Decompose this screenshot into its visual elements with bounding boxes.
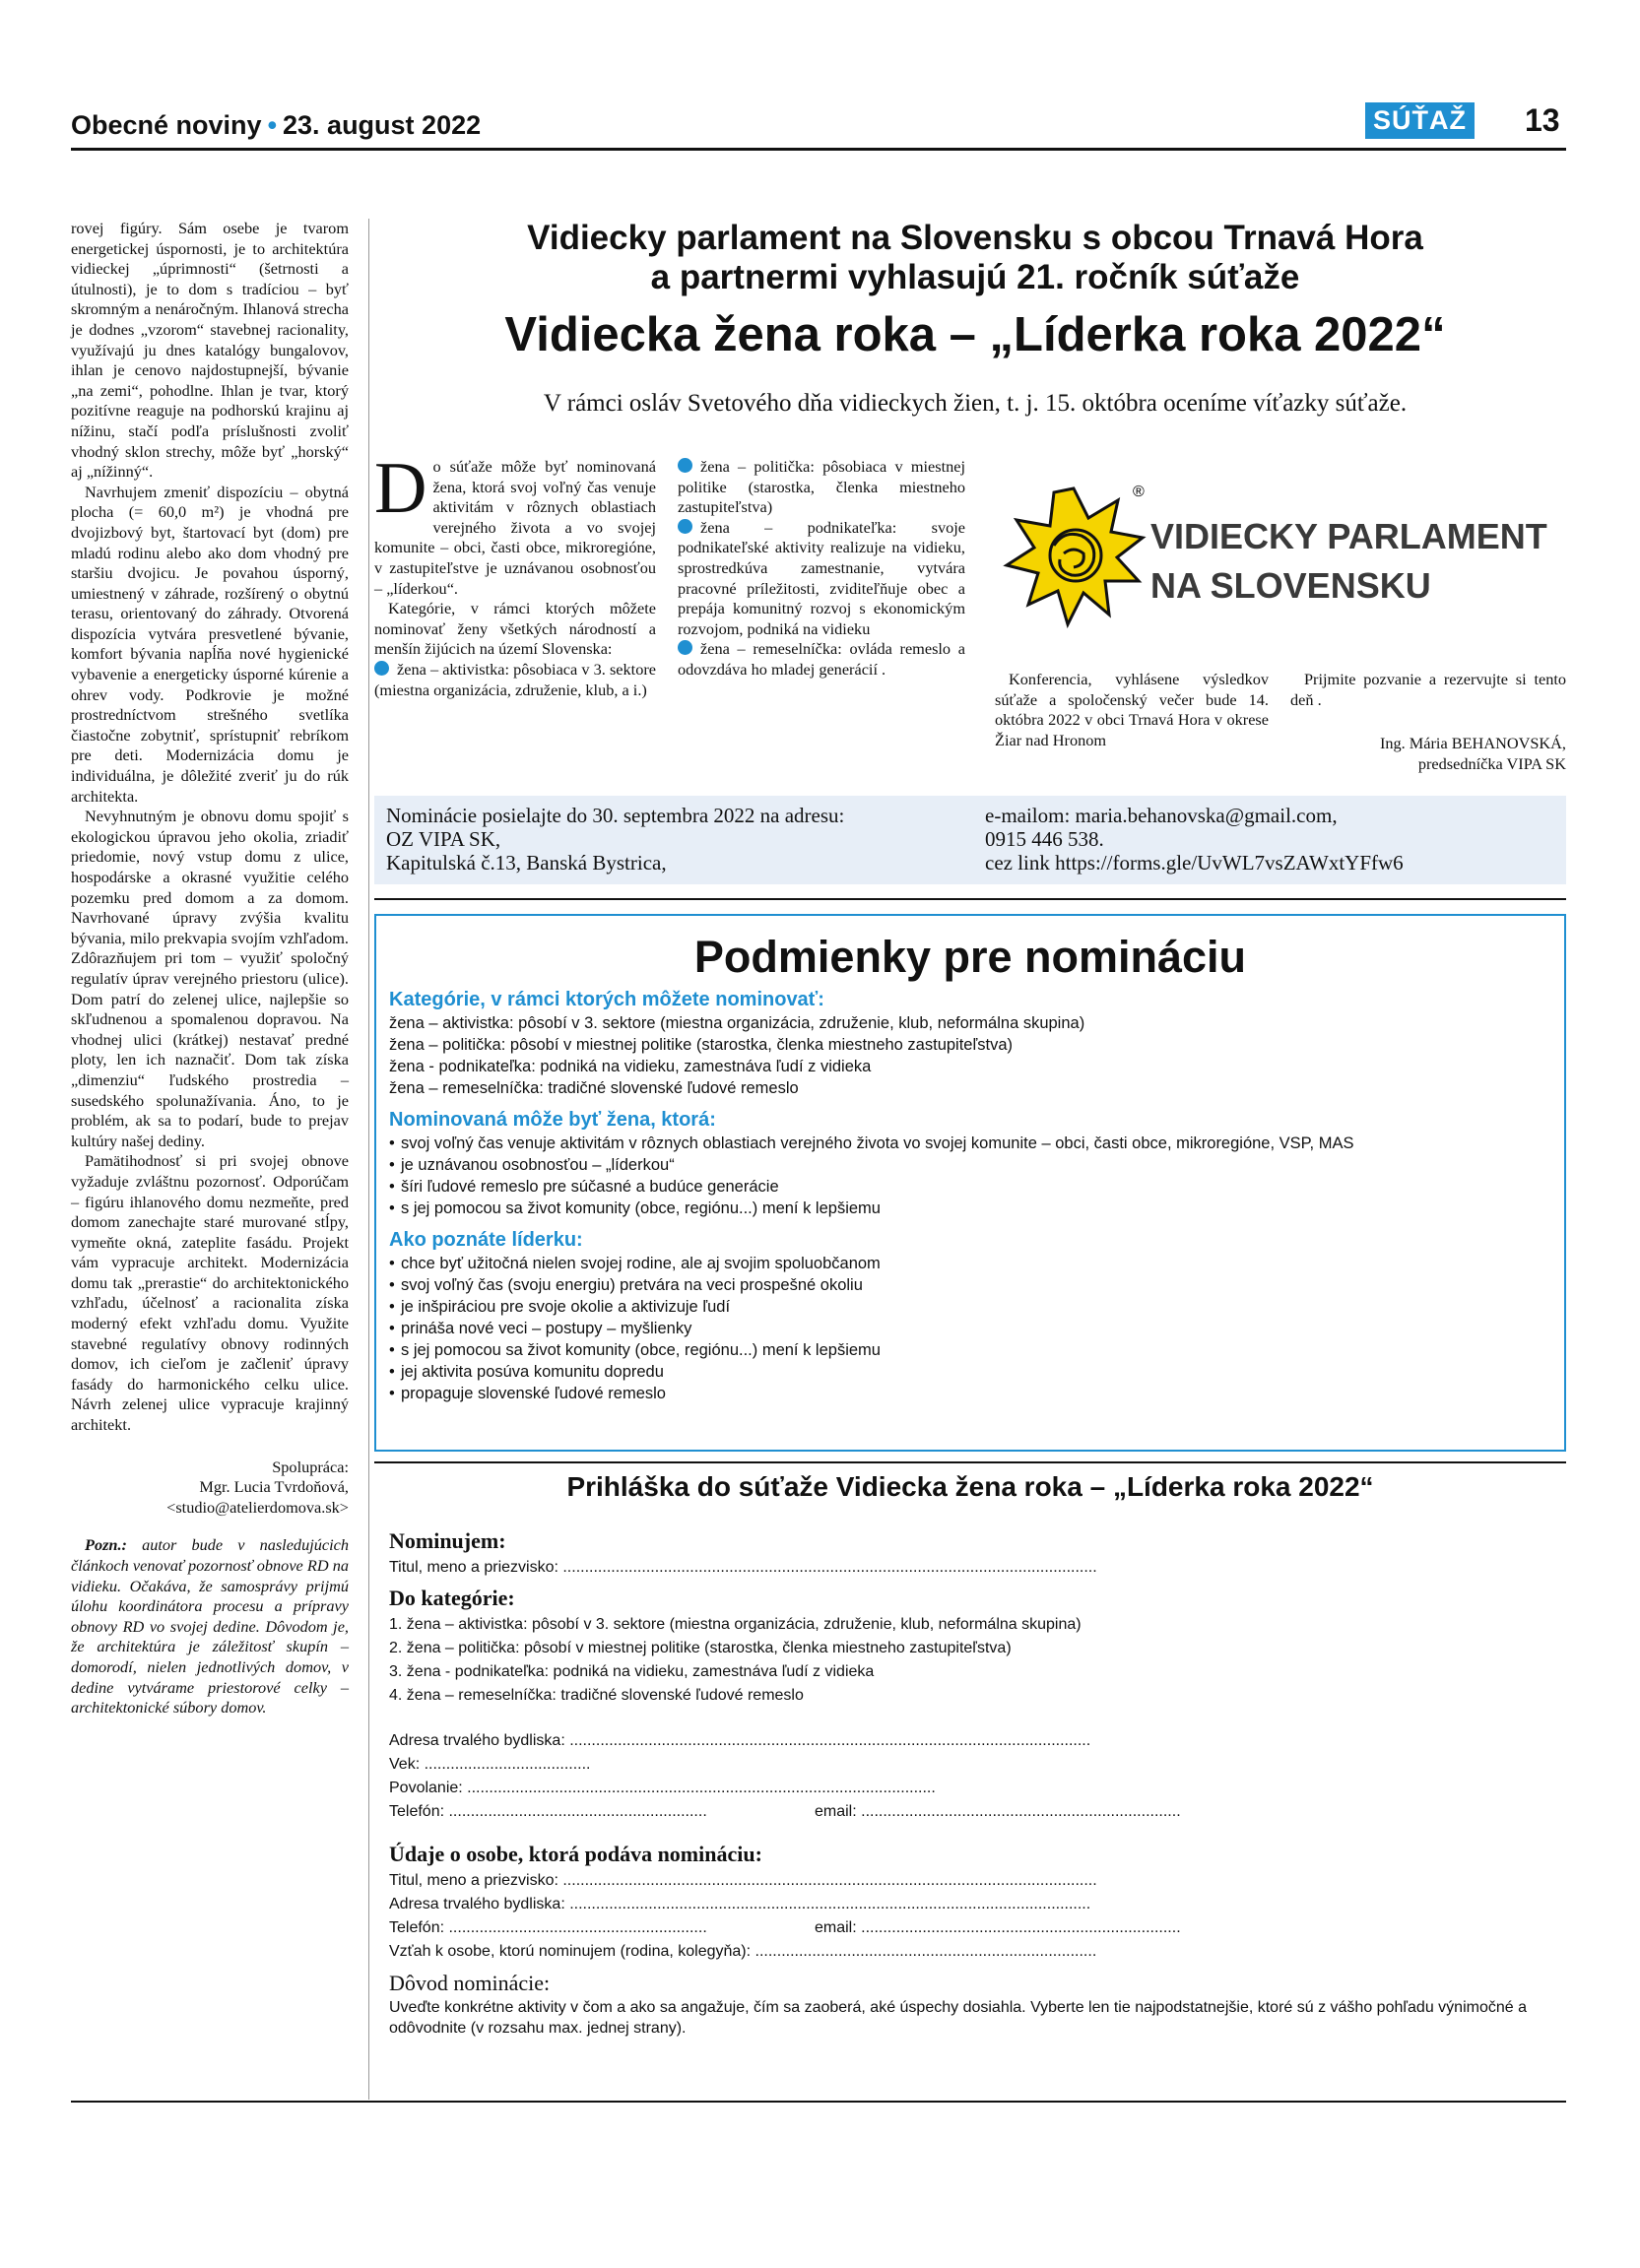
intro-column-1 [374, 448, 656, 700]
conditions-title: Podmienky pre nomináciu [693, 932, 1247, 982]
logo-line-2: NA SLOVENSKU [1150, 565, 1431, 606]
form-heading: Do kategórie: [389, 1586, 515, 1610]
signer-name: Ing. Mária BEHANOVSKÁ, [1379, 734, 1566, 753]
submitter-phone-field[interactable]: Telefón: ........................................................... [389, 1919, 707, 1936]
intro-column-2 [678, 457, 965, 680]
condition-category: žena – aktivistka: pôsobí v 3. sektore (miestna organizácia, združenie, klub, neformálna skupina) [389, 1014, 1085, 1032]
reason-instructions: Uveďte konkrétne aktivity v čom a ako sa angažuje, čím sa zaoberá, aké úspechy dosiahla. Vyberte len tie najpodstatnejšie, ktoré sú z vášho pohľadu výnimočné a odôvodnite (v rozsahu max. jednej strany). [389, 1999, 1527, 2037]
form-heading: Údaje o osobe, ktorá podáva nomináciu: [389, 1842, 762, 1866]
submitter-email-field[interactable]: email: ......................................................................... [815, 1919, 1181, 1936]
heading-line-1: Vidiecky parlament na Slovensku s obcou Trnavá Hora [527, 219, 1423, 257]
header-rule [71, 148, 1566, 151]
deadline-text: Nominácie posielajte do 30. septembra 2022 na adresu: [386, 804, 845, 827]
signer-role: predsedníčka VIPA SK [1417, 753, 1566, 773]
list-item: • svoj voľný čas venuje aktivitám v rôznych oblastiach verejného života vo svojej komunite – obci, časti obce, mikroregióne, VSP, MAS [389, 1133, 1561, 1154]
list-item: • prináša nové veci – postupy – myšlienky [389, 1318, 1561, 1339]
conference-text: Konferencia, vyhlásene výsledkov súťaže a spoločenský večer bude 14. októbra 2022 v obci Trnavá Hora v okrese Žiar nad Hronom [995, 670, 1269, 749]
conditions-content [389, 989, 1561, 1404]
article-paragraph: Navrhujem zmeniť dispozíciu – obytná plocha (= 60,0 m²) je vhodná pre dvojizbový byt, štartovací byt (dom) pre mladú rodinu alebo ako dom vhodný pre staršiu dvojicu. Je povahou úsporný, umiestnený v záhrade, rozšírený o obytnú terasu, orientovaný do záhrady. Otvorená dispozícia vytvára presvetlené bývanie, komfort bývania napĺňa nové hygienické vybavenie a energeticky úsporné kúrenie a ohrev vody. Podkrovie je možné prostredníctvom strešného svetlíka čiastočne zobytniť, sprístupniť rebríkom pre deti. Modernizácia domu je individuálna, je dôležité zveriť ju do rúk architekta. [71, 482, 349, 806]
relation-field[interactable]: Vzťah k osobe, ktorú nominujem (rodina, kolegyňa): .............................................................................. [389, 1943, 1097, 1960]
category-text: žena – remeselníčka: ovláda remeslo a odovzdáva ho mladej generácií . [678, 639, 965, 679]
category-text: žena – politička: pôsobiaca v miestnej politike (starostka, členka miestneho zastupiteľstva) [678, 457, 965, 517]
bottom-rule [71, 2101, 1566, 2103]
category-item [678, 457, 965, 518]
form-category[interactable]: 4. žena – remeselníčka: tradičné slovenské ľudové remeslo [389, 1687, 804, 1704]
nominee-age-field[interactable]: Vek: ...................................... [389, 1756, 591, 1773]
postal-address: Kapitulská č.13, Banská Bystrica, [386, 851, 667, 875]
publication-name: Obecné noviny [71, 110, 262, 140]
article-paragraph: Pamätihodnosť si pri svojej obnove vyžaduje zvláštnu pozornosť. Odporúčam – figúru ihlanového domu nezmeňte, pred domom zanechajte staré murované stĺpy, vymeňte okná, zateplite fasádu. Projekt vám vypracuje architekt. Modernizácia domu tak „prerastie“ do architektonického vzhľadu, účelnosť a racionalita získa moderný efekt vzhľadu domu. Využite stavebné regulatívy obnovy rodinných domov, ich cieľom je začleniť úpravy fasády do harmonického celku ulice. Návrh zelenej ulice vypracuje krajinný architekt. [71, 1151, 349, 1435]
separator-dot: • [267, 110, 278, 140]
list-item: • propaguje slovenské ľudové remeslo [389, 1383, 1561, 1404]
issue-date: 23. august 2022 [283, 110, 482, 140]
section-rule [374, 1461, 1566, 1463]
coop-email: <studio@atelierdomova.sk> [166, 1497, 349, 1517]
article-paragraph: rovej figúry. Sám osebe je tvarom energetickej úspornosti, je to architektúra vidieckej „úprimnosti“ (šetrnosti a útulnosti), je to dom s tradíciou – byť skromným a nenáročným. Ihlanová strecha je dodnes „vzorom“ stavebnej racionality, využívajú ju dnes katalógy bungalovov, ihlan je cenovo najdostupnejší, bývanie „na zemi“, pohodlne. Ihlan je tvar, ktorý pozitívne reaguje na podhorskú krajinu aj nížinu, stačí podľa príslušnosti zvoliť vhodný sklon strechy, môže byť „horský“ aj „nížinný“. [71, 219, 349, 482]
logo-wordmark [1150, 512, 1547, 611]
category-item [374, 660, 656, 700]
bullet-icon [678, 519, 692, 534]
competition-title: Vidiecka žena roka – „Líderka roka 2022“ [504, 308, 1446, 361]
logo-line-1: VIDIECKY PARLAMENT [1150, 516, 1547, 556]
lead-text: V rámci osláv Svetového dňa vidieckych žien, t. j. 15. októbra oceníme víťazky súťaže. [543, 390, 1408, 417]
who-list [389, 1133, 1561, 1219]
signature [1290, 734, 1566, 774]
list-item: • chce byť užitočná nielen svojej rodine, ale aj svojim spoluobčanom [389, 1253, 1561, 1274]
conditions-subheading: Nominovaná môže byť žena, ktorá: [389, 1109, 716, 1131]
list-item: • svoj voľný čas (svoju energiu) pretvára na veci prospešné okoliu [389, 1274, 1561, 1296]
coop-name: Mgr. Lucia Tvrdoňová, [199, 1477, 349, 1497]
category-text: žena – podnikateľka: svoje podnikateľské aktivity realizuje na vidieku, sprostredkúva zamestnanie, vytvára pracovné príležitosti, zviditeľňuje obec a prepája komunitný rozvoj s ekonomickým rozvojom, podniká na vidieku [678, 517, 965, 638]
drop-cap: D [374, 448, 427, 529]
category-item [678, 639, 965, 680]
nominee-email-field[interactable]: email: ......................................................................... [815, 1803, 1181, 1820]
submitter-address-field[interactable]: Adresa trvalého bydliska: ....................................................................................................................... [389, 1896, 1091, 1912]
list-item: • s jej pomocou sa život komunity (obce, regiónu...) mení k lepšiemu [389, 1339, 1561, 1361]
intro-text: o súťaže môže byť nominovaná žena, ktorá svoj voľný čas venuje aktivitám v rôznych oblastiach verejného života a vo svojej komunite – obci, časti obce, mikroregióne, v zastupiteľstve je uznávanou osobnosťou – „líderkou“. [374, 457, 656, 598]
bullet-icon [678, 640, 692, 655]
form-category[interactable]: 2. žena – politička: pôsobí v miestnej politike (starostka, členka miestneho zastupiteľstva) [389, 1640, 1012, 1656]
nomination-address [386, 804, 977, 875]
conference-info [995, 670, 1269, 750]
phone-contact: 0915 446 538. [985, 827, 1104, 851]
condition-category: žena - podnikateľka: podniká na vidieku, zamestnáva ľudí z vidieka [389, 1058, 872, 1075]
bullet-icon [374, 661, 389, 676]
bullet-icon [678, 458, 692, 473]
category-item [678, 518, 965, 640]
email-contact: e-mailom: maria.behanovska@gmail.com, [985, 804, 1338, 827]
conditions-subheading: Kategórie, v rámci ktorých môžete nominovať: [389, 989, 824, 1010]
categories-intro: Kategórie, v rámci ktorých môžete nominovať ženy všetkých národností a menšín žijúcich na území Slovenska: [374, 599, 656, 659]
nominee-phone-field[interactable]: Telefón: ........................................................... [389, 1803, 707, 1820]
application-title: Prihláška do súťaže Vidiecka žena roka – „Líderka roka 2022“ [566, 1471, 1374, 1502]
coop-label: Spolupráca: [272, 1457, 349, 1476]
nomination-contacts [985, 804, 1556, 875]
list-item: • je uznávanou osobnosťou – „líderkou“ [389, 1154, 1561, 1176]
page-number: 13 [1525, 102, 1560, 138]
form-link[interactable]: cez link https://forms.gle/UvWL7vsZAWxtYFfw6 [985, 851, 1404, 875]
nominee-address-field[interactable]: Adresa trvalého bydliska: ....................................................................................................................... [389, 1732, 1091, 1749]
intro-paragraph [374, 448, 656, 599]
form-heading: Dôvod nominácie: [389, 1971, 551, 1995]
invitation-block [1290, 670, 1566, 774]
form-category[interactable]: 1. žena – aktivistka: pôsobí v 3. sektore (miestna organizácia, združenie, klub, neformálna skupina) [389, 1616, 1082, 1633]
sun-logo-icon [995, 471, 1152, 638]
condition-category: žena – remeselníčka: tradičné slovenské ľudové remeslo [389, 1079, 799, 1097]
registered-mark: ® [1133, 484, 1145, 500]
list-item: • je inšpiráciou pre svoje okolie a aktivizuje ľudí [389, 1296, 1561, 1318]
section-rule [374, 898, 1566, 900]
nominee-contact-row [389, 1800, 1561, 1824]
section-rubric: SÚŤAŽ [1365, 102, 1475, 139]
form-category[interactable]: 3. žena - podnikateľka: podniká na vidieku, zamestnáva ľudí z vidieka [389, 1663, 875, 1680]
list-item: • jej aktivita posúva komunitu dopredu [389, 1361, 1561, 1383]
submitter-name-field[interactable]: Titul, meno a priezvisko: .......................................................................................................................... [389, 1872, 1097, 1889]
author-note [71, 1535, 349, 1717]
application-form [389, 1526, 1561, 2039]
note-label: Pozn.: [85, 1535, 127, 1555]
nominee-name-field[interactable]: Titul, meno a priezvisko: .......................................................................................................................... [389, 1559, 1097, 1576]
announcement-heading [384, 219, 1566, 297]
organization-name: OZ VIPA SK, [386, 827, 501, 851]
article-paragraph: Nevyhnutným je obnovu domu spojiť s ekologickou úpravou jeho okolia, zriadiť priedomie, nový vstup domu z ulice, hospodárske a okrasné využitie celého pozemku pred domom a za domom. Navrhované úpravy zvýšia kvalitu bývania, milo prekvapia svojím vzhľadom. Zdôrazňujem pri tom – využiť spoločný regulatív úprav verejného priestoru (ulice). Dom patrí do zelenej ulice, najlepšie so skľudnenou a spomalenou dopravou. Na vhodnej ulici (krátkej) nestavať predné ploty, len ich naznačiť. Dom tak získa „dimenziu“ ľudského prostredia – susedského spolunažívania. Áno, to je problém, ak sa to podarí, bude to prejav kultúry našej dediny. [71, 807, 349, 1150]
condition-category: žena – politička: pôsobí v miestnej politike (starostka, členka miestneho zastupiteľstva) [389, 1036, 1014, 1054]
list-item: • s jej pomocou sa život komunity (obce, regiónu...) mení k lepšiemu [389, 1198, 1561, 1219]
category-text: žena – aktivistka: pôsobiaca v 3. sektore (miestna organizácia, združenie, klub, a i.) [374, 659, 656, 699]
nominee-job-field[interactable]: Povolanie: ........................................................................................................... [389, 1780, 936, 1796]
submitter-contact-row [389, 1916, 1561, 1940]
note-text: autor bude v nasledujúcich článkoch venovať pozornosť obnove RD na vidieku. Očakáva, že samosprávy prijmú úlohu koordinátora procesu a prípravy obnovy RD vo svojej dedine. Dôvodom je, že architektúra je záležitosť skupín – domorodí, nielen jednotlivých domov, v dedine vytvárame priestorové celky – architektonické súbory domov. [71, 1535, 349, 1717]
invitation-text: Prijmite pozvanie a rezervujte si tento deň . [1290, 670, 1566, 709]
form-heading: Nominujem: [389, 1528, 506, 1553]
cooperation-credit [71, 1458, 349, 1519]
left-column-article [71, 219, 349, 1718]
column-divider [368, 219, 369, 2100]
how-list [389, 1253, 1561, 1404]
conditions-subheading: Ako poznáte líderku: [389, 1229, 583, 1251]
list-item: • šíri ľudové remeslo pre súčasné a budúce generácie [389, 1176, 1561, 1198]
running-header [71, 110, 481, 141]
heading-line-2: a partnermi vyhlasujú 21. ročník súťaže [650, 258, 1300, 296]
